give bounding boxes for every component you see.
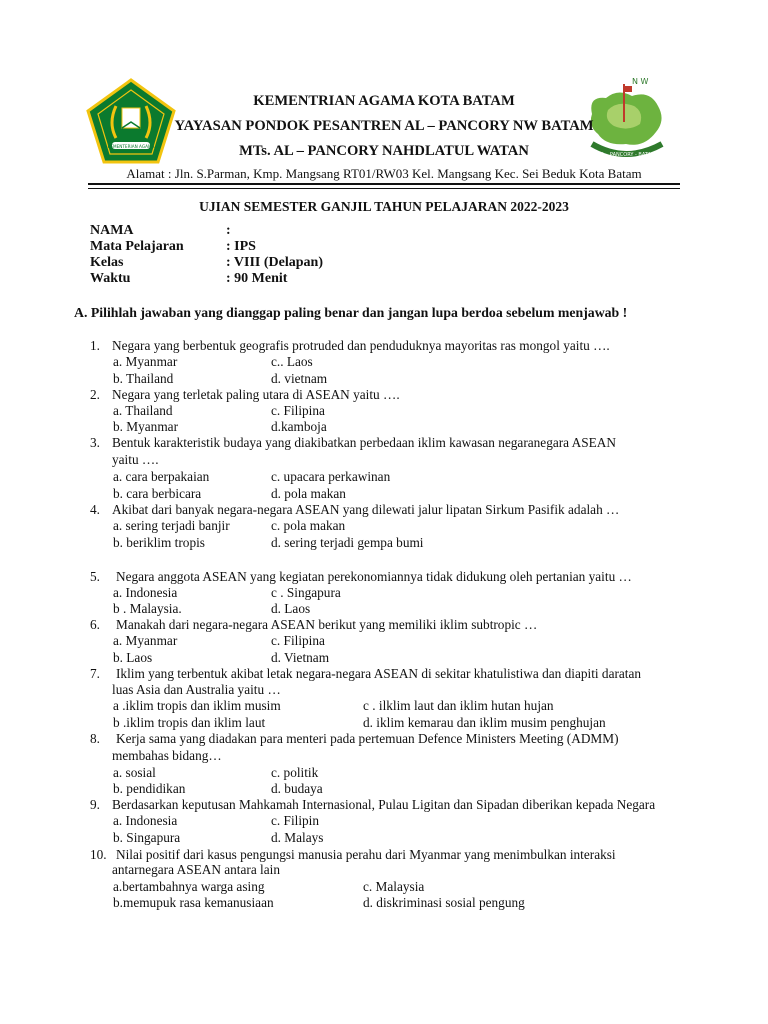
question-text: antarnegara ASEAN antara lain	[112, 862, 280, 877]
answer-option: a. Indonesia	[113, 813, 178, 828]
answer-option: c. Filipin	[271, 813, 320, 828]
answer-option: d. diskriminasi sosial pengung	[363, 895, 525, 910]
question-number: 7.	[90, 666, 100, 681]
question-text: Kerja sama yang diadakan para menteri pada pertemuan Defence Ministers Meeting (ADMM)	[116, 731, 619, 746]
answer-option: b. beriklim tropis	[113, 535, 205, 550]
question-text: Akibat dari banyak negara-negara ASEAN yang dilewati jalur lipatan Sirkum Pasifik adalah …	[112, 502, 620, 517]
question-number: 10.	[90, 847, 107, 862]
question-text: yaitu ….	[112, 452, 159, 467]
instruction-text: A. Pilihlah jawaban yang dianggap paling benar dan jangan lupa berdoa sebelum menjawab !	[74, 305, 628, 320]
question-text: membahas bidang…	[112, 748, 222, 763]
answer-option: a. cara berpakaian	[113, 469, 210, 484]
answer-option: d. Vietnam	[271, 650, 330, 665]
question-number: 4.	[90, 502, 100, 517]
identity-label: NAMA	[90, 223, 134, 238]
answer-option: c . ilklim laut dan iklim hutan hujan	[363, 698, 554, 713]
answer-option: a .iklim tropis dan iklim musim	[113, 698, 281, 713]
answer-option: d. iklim kemarau dan iklim musim penghujan	[363, 715, 606, 730]
answer-option: a. Myanmar	[113, 633, 178, 648]
answer-option: b. Singapura	[113, 830, 181, 845]
identity-value: : 90 Menit	[226, 271, 288, 286]
answer-option: a. Myanmar	[113, 354, 178, 369]
question-number: 9.	[90, 797, 100, 812]
answer-option: d.kamboja	[271, 419, 327, 434]
answer-option: d. sering terjadi gempa bumi	[271, 535, 424, 550]
nw-logo-text: AL - PANCORY - BATAM	[598, 152, 656, 158]
answer-option: c. pola makan	[271, 518, 346, 533]
question-number: 8.	[90, 731, 100, 746]
answer-option: a.bertambahnya warga asing	[113, 879, 265, 894]
identity-value: : IPS	[226, 239, 256, 254]
question-text: Negara yang berbentuk geografis protruded dan penduduknya mayoritas ras mongol yaitu ….	[112, 338, 610, 353]
answer-option: d. vietnam	[271, 371, 328, 386]
answer-option: b. pendidikan	[113, 781, 186, 796]
header-rule-thin	[88, 188, 680, 189]
identity-label: Kelas	[90, 255, 124, 270]
answer-option: d. Malays	[271, 830, 324, 845]
header-line-foundation: YAYASAN PONDOK PESANTREN AL – PANCORY NW BATAM	[174, 118, 594, 134]
answer-option: a. sosial	[113, 765, 156, 780]
answer-option: d. budaya	[271, 781, 323, 796]
question-text: Bentuk karakteristik budaya yang diakibatkan perbedaan iklim kawasan negaranegara ASEAN	[112, 435, 616, 450]
answer-option: b. Myanmar	[113, 419, 178, 434]
nw-logo-letters: N W	[632, 77, 649, 86]
answer-option: c.. Laos	[271, 354, 313, 369]
answer-option: c . Singapura	[271, 585, 341, 600]
identity-label: Waktu	[90, 271, 131, 286]
answer-option: c. upacara perkawinan	[271, 469, 391, 484]
question-text: Negara yang terletak paling utara di ASEAN yaitu ….	[112, 387, 400, 402]
question-number: 6.	[90, 617, 100, 632]
header-line-ministry: KEMENTRIAN AGAMA KOTA BATAM	[253, 93, 515, 109]
question-text: Iklim yang terbentuk akibat letak negara-negara ASEAN di sekitar khatulistiwa dan diapiti daratan	[116, 666, 642, 681]
identity-value: : VIII (Delapan)	[226, 255, 323, 270]
question-number: 5.	[90, 569, 100, 584]
answer-option: a. sering terjadi banjir	[113, 518, 230, 533]
exam-title: UJIAN SEMESTER GANJIL TAHUN PELAJARAN 2022-2023	[199, 199, 569, 214]
answer-option: a. Thailand	[113, 403, 173, 418]
answer-option: c. Filipina	[271, 403, 325, 418]
question-text: Nilai positif dari kasus pengungsi manusia perahu dari Myanmar yang menimbulkan interaksi	[116, 847, 616, 862]
answer-option: b. Thailand	[113, 371, 174, 386]
question-text: Manakah dari negara-negara ASEAN berikut yang memiliki iklim subtropic …	[116, 617, 538, 632]
question-number: 1.	[90, 338, 100, 353]
question-text: Negara anggota ASEAN yang kegiatan perekonomiannya tidak didukung oleh pertanian yaitu …	[116, 569, 632, 584]
question-text: Berdasarkan keputusan Mahkamah Internasional, Pulau Ligitan dan Sipadan diberikan kepada Negara	[112, 797, 656, 812]
answer-option: a. Indonesia	[113, 585, 178, 600]
answer-option: b. cara berbicara	[113, 486, 202, 501]
answer-option: b.memupuk rasa kemanusiaan	[113, 895, 274, 910]
answer-option: d. pola makan	[271, 486, 346, 501]
answer-option: b .iklim tropis dan iklim laut	[113, 715, 266, 730]
identity-value: :	[226, 223, 231, 238]
answer-option: c. Malaysia	[363, 879, 425, 894]
answer-option: c. politik	[271, 765, 319, 780]
question-number: 3.	[90, 435, 100, 450]
answer-option: b. Laos	[113, 650, 153, 665]
header-rule-thick	[88, 183, 680, 185]
identity-label: Mata Pelajaran	[90, 239, 184, 254]
answer-option: c. Filipina	[271, 633, 325, 648]
answer-option: d. Laos	[271, 601, 311, 616]
answer-option: b . Malaysia.	[113, 601, 182, 616]
kemenag-logo-text: KEMENTERIAN AGAMA	[107, 144, 155, 149]
header-address: Alamat : Jln. S.Parman, Kmp. Mangsang RT01/RW03 Kel. Mangsang Kec. Sei Beduk Kota Batam	[126, 166, 642, 181]
header-line-school: MTs. AL – PANCORY NAHDLATUL WATAN	[239, 143, 529, 159]
question-text: luas Asia dan Australia yaitu …	[112, 682, 281, 697]
question-number: 2.	[90, 387, 100, 402]
